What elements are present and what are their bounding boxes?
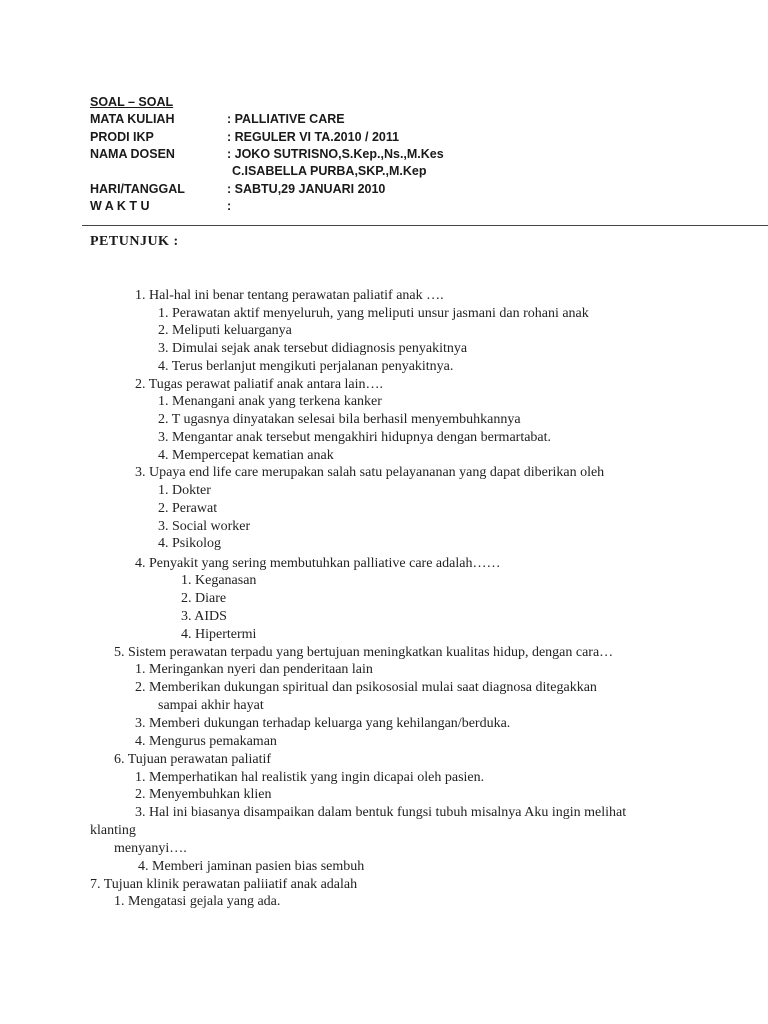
option: 2. T ugasnya dinyatakan selesai bila berhasil menyembuhkannya (158, 412, 521, 427)
option: 1. Dokter (158, 483, 211, 498)
header-value: : SABTU,29 JANUARI 2010 (227, 182, 386, 196)
option: 2. Menyembuhkan klien (135, 787, 272, 802)
option: 1. Perawatan aktif menyeluruh, yang meliputi unsur jasmani dan rohani anak (158, 306, 589, 321)
divider (82, 225, 768, 226)
instructions-heading: PETUNJUK : (90, 234, 179, 249)
option-continuation: sampai akhir hayat (158, 698, 264, 713)
header-row-prodi (90, 129, 400, 146)
option: 3. Social worker (158, 519, 251, 534)
option: 1. Keganasan (181, 573, 257, 588)
header-label: HARI/TANGGAL (90, 182, 185, 196)
header-value: C.ISABELLA PURBA,SKP.,M.Kep (232, 164, 427, 178)
question-5: 5. Sistem perawatan terpadu yang bertujuan meningkatkan kualitas hidup, dengan cara… (114, 645, 614, 660)
document-title: SOAL – SOAL (90, 95, 174, 109)
header-row-nama-dosen (90, 146, 444, 163)
question-7: 7. Tujuan klinik perawatan paliiatif anak adalah (90, 877, 358, 892)
option: 3. AIDS (181, 609, 227, 624)
question-4: 4. Penyakit yang sering membutuhkan palliative care adalah…… (135, 556, 501, 571)
option: 2. Meliputi keluarganya (158, 323, 292, 338)
question-6: 6. Tujuan perawatan paliatif (114, 752, 272, 767)
option: 3. Dimulai sejak anak tersebut didiagnosis penyakitnya (158, 341, 468, 356)
header-row-waktu (90, 198, 232, 215)
option: 2. Memberikan dukungan spiritual dan psikososial mulai saat diagnosa ditegakkan (135, 680, 597, 695)
question-1: 1. Hal-hal ini benar tentang perawatan paliatif anak …. (135, 288, 444, 303)
header-label: MATA KULIAH (90, 112, 175, 126)
option: 4. Mengurus pemakaman (135, 734, 277, 749)
question-3: 3. Upaya end life care merupakan salah satu pelayananan yang dapat diberikan oleh (135, 465, 605, 480)
option-continuation: klanting (90, 823, 136, 838)
option-continuation: menyanyi…. (114, 841, 187, 856)
option: 3. Hal ini biasanya disampaikan dalam bentuk fungsi tubuh misalnya Aku ingin melihat (135, 805, 627, 820)
header-value: : JOKO SUTRISNO,S.Kep.,Ns.,M.Kes (227, 147, 444, 161)
header-label: PRODI IKP (90, 130, 154, 144)
header-row-hari-tanggal (90, 181, 386, 198)
option: 1. Menangani anak yang terkena kanker (158, 394, 382, 409)
header-value: : PALLIATIVE CARE (227, 112, 345, 126)
option: 4. Memberi jaminan pasien bias sembuh (138, 859, 365, 874)
option: 4. Mempercepat kematian anak (158, 448, 334, 463)
header-row-mata-kuliah (90, 111, 345, 128)
option: 4. Psikolog (158, 536, 222, 551)
option: 4. Terus berlanjut mengikuti perjalanan penyakitnya. (158, 359, 454, 374)
option: 2. Diare (181, 591, 227, 606)
header-value: : REGULER VI TA.2010 / 2011 (227, 130, 400, 144)
option: 1. Meringankan nyeri dan penderitaan lain (135, 662, 373, 677)
header-label: NAMA DOSEN (90, 147, 175, 161)
option: 1. Mengatasi gejala yang ada. (114, 894, 281, 909)
question-2: 2. Tugas perawat paliatif anak antara lain…. (135, 377, 384, 392)
option: 1. Memperhatikan hal realistik yang ingin dicapai oleh pasien. (135, 770, 485, 785)
header-value: : (227, 199, 232, 213)
header-label: W A K T U (90, 199, 150, 213)
option: 3. Memberi dukungan terhadap keluarga yang kehilangan/berduka. (135, 716, 511, 731)
option: 2. Perawat (158, 501, 218, 516)
option: 4. Hipertermi (181, 627, 257, 642)
option: 3. Mengantar anak tersebut mengakhiri hidupnya dengan bermartabat. (158, 430, 552, 445)
